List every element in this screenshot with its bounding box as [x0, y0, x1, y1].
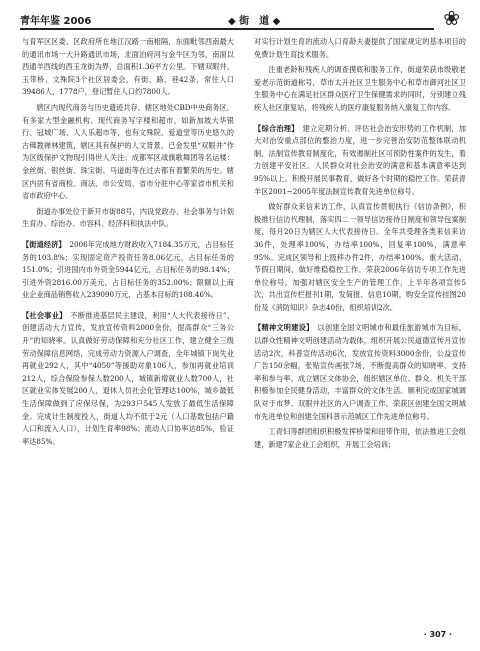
paragraph: 辖区内现代商务与历史遗迹共存。辖区地处CBD中央商务区，有多家大型金融机构、现代商务写字楼和超市，如新加坡大华银行、冠城广场、人人乐超市等，也有文殊院、爱道堂等历史悠久的古佛教禅林建筑，辖区具有保护的人文背景。已金发里“双眼井”作为区级保护文物现引得世人关注；成都军区战旗歌舞团等名运楼：金丝街、银丝街、珠宝街、马道街等在过去都有着繁荣的历史。辖区内居有省商检、商法、市公安局、省市分驻中心等家省市机关和省市政府中心。 — [22, 102, 234, 201]
section-public-order — [254, 123, 466, 199]
section-heading: 【精神文明建设】 — [254, 323, 310, 333]
section-heading: 【综合治理】 — [254, 123, 296, 133]
page-number: · 307 · — [423, 630, 452, 639]
section-civilization — [254, 322, 466, 423]
section-heading: 【社会事业】 — [22, 310, 63, 320]
section-social — [22, 310, 234, 449]
paragraph: 工青妇等群团组织积极发挥桥梁和纽带作用，依法推进工会组建，新建7家企业工会组织，开展工会培训； — [254, 427, 466, 449]
paragraph: 对实行计划生育的流动人口育龄夫妻提供了国家规定的基本项目的免费计划生育技术服务。 — [254, 37, 466, 59]
section-body: 不断推进基层民主建设，利用“人大代表接待日”、创建活动大力宣传，发放宣传资料2000余份，提高群众“三务公开”的知晓率。认真做好劳动保障和充分社区工作，建立健全三级劳动保障信息网络，完成劳动力资源入户调查，全年城镇下岗失业再就业292人，其中“4050”等援助对象106人，参加再就业培训212人，综合保险参保人数200人，城镇新增就业人数700人，社区就业实体发展200人，退休人员社会化管理达100%，城乡最低生活保障做到了应保尽保，为293户545人发放了最低生活保障金。完成计生制度投入，街道人均不低于2元（人口基数包括户籍人口和流入人口），计划生育率98%；流动人口协率达85%，验证率达85%。 — [22, 310, 234, 446]
section-economy — [22, 239, 234, 302]
ornament-icon: ❀ — [443, 6, 460, 30]
running-header — [20, 8, 460, 30]
section-body: 以创建全国文明城市和最佳旅游城市为目标，以群众性精神文明创建活动为载体，组织开展公民道德宣传月宣传活动2次，科普宣传活动6次，发放宣传资料3000余份，公益宣传广告150余幅，张贴宣传画张7场，不断提高群众的知晓率、支持率和参与率。成立辖区文体协会，组织辖区单位、群众、机关干部积极参加全民健身活动，丰富群众的文体生活。顺利完成国家城调队对于市梦、双眼井社区的入户调查工作。荣获区创建全国文明城市先进单位和创建全国科普示范城区工作先进单位称号。 — [254, 323, 466, 421]
paragraph: 与育军区区委、区政府所在地江汉路一南相隔，东面毗邻西南最大的通讯市场一大升路通讯市场，北面泊府河与金牛区为邻，南面以西通羊西线的西玉龙街为界，总面积1.36平方公里。下辖双眼井、玉带桥、文殊院3个社区居委会，有街、路、巷42条，常住人口39486人，1778户，登记暂住人口约7800人。 — [22, 37, 234, 97]
section-heading: 【街道经济】 — [22, 239, 63, 249]
paragraph: 做好群众来信来访工作，认真宣传贯彻执行《信访条例》，积极推行信访代理制，落实四二一领导信访接待日制度和领导包案制度，每月20日为辖区人大代表接待日。全年共受理各类来信来访36件，处理率100%，办结率100%，回复率100%，满意率95%。完成区领导和上级移办件2件，办结率100%。重大活动、节假日期间，做好维稳稳控工作。荣获2006年信访专项工作先进单位称号。加强对辖区安全生产的管理工作，上半年各项宣传5次，共出宣传栏报刊1期，发简报、信息10期，购安全宣传挂图20份及《消防知识》杂志40份，组织培训2次。 — [254, 202, 466, 312]
right-column — [254, 36, 466, 622]
section-body: 建立定期分析、评估社会治安形势的工作机制，加大对治安重点部位的整治力度，进一步完善治安防范整体联动机制，法制宣传教育制度化，有效遏制社区可预防性案件的发生，着力创建平安社区。人民群众对社会治安的满意和基本满意率达到95%以上。积极开展民事教育，做好各个时期的稳控工作。荣获青羊区2001~2005年度法制宣传教育先进单位称号。 — [254, 123, 466, 196]
left-column — [22, 36, 234, 622]
paragraph: 注重老龄和残疾人的调查摸底和服务工作，街道荣获市级敬老爱老示范街道称号，草市太升社区卫生服务中心和草市御河社区卫生服务中心在满足社区群众医疗卫生保健需求的同时，分别建立残疾人社区康复站，将残疾人的医疗康复服务纳入康复工作内容。 — [254, 65, 466, 112]
yearbook-title: 青年年鉴 2006 — [20, 16, 92, 27]
header-rule — [20, 28, 434, 30]
paragraph: 街道办事处位于新开市街88号，内设党政办、社会事务与计划生育办、综治办、市容科、经济科和执法中队。 — [22, 206, 234, 229]
section-body: 2006年完成地方财政收入7184.35万元，占目标任务的103.8%；实现固定资产投资任务8.06亿元，占目标任务的151.0%；引进国内市外资金5944亿元，占目标任务的98.14%；引进外资2816.00万美元，占目标任务的352.00%；限额以上商业企业商品销售收入239090万元，占基本目标的108.46%。 — [22, 239, 234, 300]
section-title: ◆ 街 道 ◆ — [228, 16, 281, 27]
